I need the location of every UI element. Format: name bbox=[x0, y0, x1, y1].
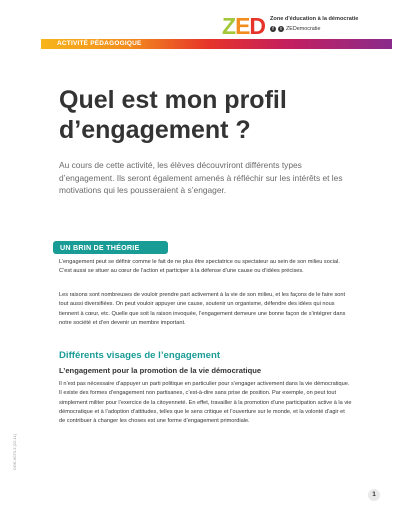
twitter-icon[interactable]: t bbox=[278, 26, 284, 32]
logo-letter-z: Z bbox=[222, 13, 236, 39]
logo-letter-e: E bbox=[235, 13, 250, 39]
document-code: DGE-6073-3 (22-11) bbox=[12, 433, 17, 470]
page-number: 1 bbox=[368, 489, 380, 501]
logo-letter-d: D bbox=[249, 13, 266, 39]
section-heading-visages: Différents visages de l’engagement bbox=[59, 350, 221, 361]
activity-label: ACTIVITÉ PÉDAGOGIQUE bbox=[57, 40, 142, 47]
theory-heading: UN BRIN DE THÉORIE bbox=[60, 243, 140, 252]
theory-heading-box bbox=[53, 241, 168, 254]
activity-band bbox=[41, 39, 392, 49]
paragraph-definition: L’engagement peut se définir comme le fait de ne plus être spectatrice ou spectateur au sein de son milieu social. C’est aussi se situer au cœur de l’action et participer à la défense d’une cause ou d’idées précises. bbox=[59, 259, 340, 275]
subsection-heading-democratie: L’engagement pour la promotion de la vie démocratique bbox=[59, 366, 262, 375]
logo-social-line bbox=[270, 25, 320, 33]
intro-text: Au cours de cette activité, les élèves découvriront différents types d’engagement. Ils seront également amenés à réfléchir sur les intérêts et les motivations qui les pousseraient à s’engager. bbox=[59, 160, 343, 195]
logo-tagline: Zone d'éducation à la démocratie bbox=[270, 16, 359, 22]
page-title: Quel est mon profil d’engagement ? bbox=[59, 86, 287, 144]
facebook-icon[interactable]: f bbox=[270, 26, 276, 32]
paragraph-democratie: Il n’est pas nécessaire d’appuyer un parti politique en particulier pour s’engager activement dans la vie démocratique. Il existe des formes d’engagement non partisanes, c’est-à-dire sans prise de position. Par exemple, on peut tout simplement militer pour l’exercice de la citoyenneté. En effet, travailler à la promotion d’une participation active à la vie démocratique et à l’adoption d’attitudes, telles que le sens critique et l’ouverture sur le monde, et la volonté d’agir et de contribuer à changer les choses est une forme d’engagement primordiale. bbox=[59, 381, 352, 425]
paragraph-reasons: Les raisons sont nombreuses de vouloir prendre part activement à la vie de son milieu, et les façons de le faire sont tout aussi diversifiées. On peut vouloir appuyer une cause, soutenir un organisme, défendre des idées qui nous tiennent à cœur, etc. Quelle que soit la raison invoquée, l’engagement demeure une bonne façon de s’intégrer dans notre société et d’en devenir un membre important. bbox=[59, 292, 346, 326]
logo-mark bbox=[222, 14, 265, 38]
social-handle[interactable]: ZEDemocratie bbox=[286, 26, 321, 32]
zed-logo[interactable] bbox=[222, 14, 392, 38]
